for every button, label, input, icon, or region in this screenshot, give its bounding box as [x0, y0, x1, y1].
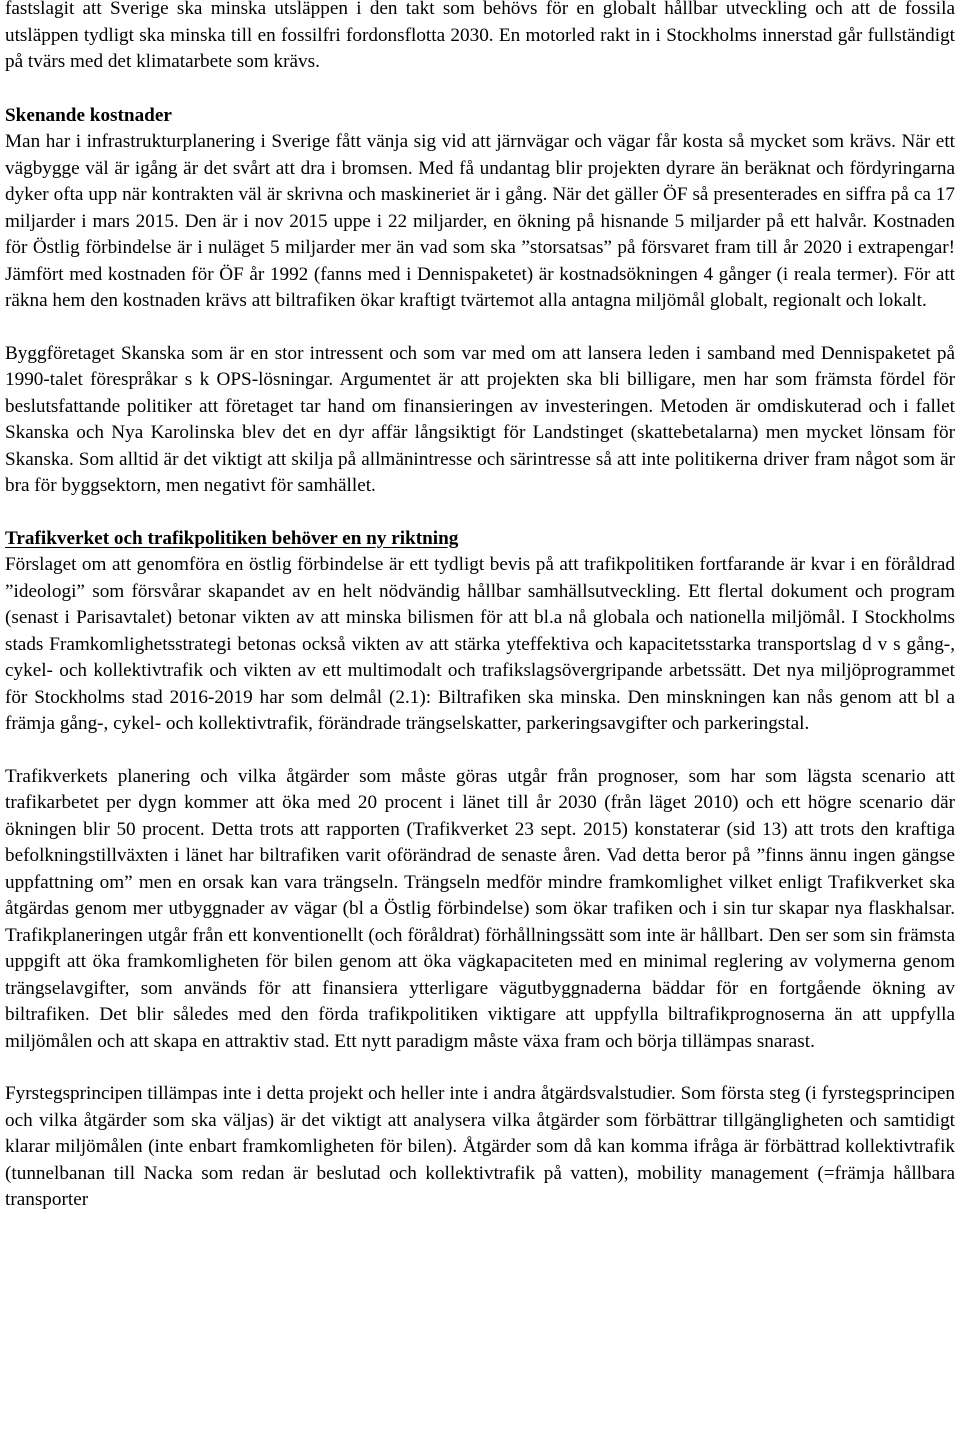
paragraph-skanska: Byggföretaget Skanska som är en stor intressent och som var med om att lansera leden i samband med Dennispaketet på 1990-talet förespråkar s k OPS-lösningar. Argumentet är att projekten ska bli billigare, men har som främsta fördel för beslutsfattande politiker att företaget tar hand om finansieringen av investeringen. Metoden är omdiskuterad och i fallet Skanska och Nya Karolinska blev det en dyr affär långsiktigt för Landstinget (skattebetalarna) men mycket lönsam för Skanska. Som alltid är det viktigt att skilja på allmänintresse och särintresse så att inte politikerna driver fram något som är bra för byggsektorn, men negativt för samhället. — [5, 342, 955, 496]
paragraph-climate-intro: fastslagit att Sverige ska minska utsläppen i den takt som behövs för en globalt hållbar utveckling och att de fossila utsläppen tydligt ska minska till en fossilfri fordonsflotta 2030. En motorled rakt in i Stockholms innerstad går fullständigt på tvärs med det klimatarbete som krävs. — [5, 0, 955, 72]
spacer — [5, 76, 955, 103]
spacer — [5, 315, 955, 341]
heading-trafikverket-riktning: Trafikverket och trafikpolitiken behöver en ny riktning — [5, 527, 459, 549]
document-page — [5, 0, 955, 1214]
spacer — [5, 738, 955, 764]
paragraph-costs: Man har i infrastrukturplanering i Sverige fått vänja sig vid att järnvägar och vägar får kosta så mycket som krävs. När ett vägbygge väl är igång är det svårt att dra i bromsen. Med få undantag blir projekten dyrare än beräknat och fördyringarna dyker ofta upp när kontrakten väl är skrivna och maskineriet är i gång. När det gäller ÖF så presenterades en siffra på ca 17 miljarder i mars 2015. Den är i nov 2015 uppe i 22 miljarder, en ökning på hisnande 5 miljarder på ett halvår. Kostnaden för Östlig förbindelse är i nuläget 5 miljarder mer än vad som ska ”storsatsas” på försvaret fram till år 2020 i extrapengar! Jämfört med kostnaden för ÖF år 1992 (fanns med i Dennispaketet) är kostnadsökningen 4 gånger (i reala termer). För att räkna hem den kostnaden krävs att biltrafiken ökar kraftigt tvärtemot alla antagna miljömål globalt, regionalt och lokalt. — [5, 131, 955, 311]
heading-skenande-kostnader: Skenande kostnader — [5, 104, 172, 126]
paragraph-ostlig-forbindelse: Förslaget om att genomföra en östlig förbindelse är ett tydligt bevis på att trafikpolitiken fortfarande är kvar i en föråldrad ”ideologi” som försvårar skapandet av en helt nödvändig hållbar samhällsutveckling. Ett flertal dokument och program (senast i Parisavtalet) betonar vikten av att minska bilismen för att bl.a nå globala och nationella miljömål. I Stockholms stads Framkomlighetsstrategi betonas också vikten av att stärka yteffektiva och kapacitetsstarka transportslag d v s gång-, cykel- och kollektivtrafik och vikten av ett multimodalt och trafikslagsövergripande arbetssätt. Det nya miljöprogrammet för Stockholms stad 2016-2019 har som delmål (2.1): Biltrafiken ska minska. Den minskningen kan nås genom att bl a främja gång-, cykel- och kollektivtrafik, förändrade trängselskatter, parkeringsavgifter och parkeringstal. — [5, 554, 955, 734]
paragraph-fyrstegsprincipen: Fyrstegsprincipen tillämpas inte i detta projekt och heller inte i andra åtgärdsvalstudier. Som första steg (i fyrstegsprincipen och vilka åtgärder som ska väljas) är det viktigt att analysera vilka åtgärder som förbättrar tillgängligheten och samtidigt klarar miljömålen (inte enbart framkomligheten för bilen). Åtgärder som då kan komma ifråga är förbättrad kollektivtrafik (tunnelbanan till Nacka som redan är beslutad och kollektivtrafik på vatten), mobility management (=främja hållbara transporter — [5, 1083, 955, 1210]
spacer — [5, 500, 955, 526]
paragraph-trafikverket-planering: Trafikverkets planering och vilka åtgärder som måste göras utgår från prognoser, som har som lägsta scenario att trafikarbetet per dygn kommer att öka med 20 procent i länet till år 2030 (från läget 2010) och ett högre scenario där ökningen blir 50 procent. Detta trots att rapporten (Trafikverket 23 sept. 2015) konstaterar (sid 13) att trots den kraftiga befolkningstillväxten i länet har biltrafiken varit oförändrad de senaste åren. Vad detta beror på ”finns ännu ingen gängse uppfattning om” men en orsak kan vara trängseln. Trängseln medför mindre framkomlighet vilket enligt Trafikverket ska åtgärdas genom mer utbyggnader av vägar (bl a Östlig förbindelse) som ökar trafiken och i sin tur skapar nya flaskhalsar. Trafikplaneringen utgår från ett konventionellt (och föråldrat) förhållningssätt som inte är hållbart. Den ser som sin främsta uppgift att öka framkomligheten för bilen genom att öka vägkapaciteten med en minimal reglering av volymerna genom trängselavgifter, som används för att finansiera ytterligare vägutbyggnaderna bäddar för en fortgående ökning av biltrafiken. Det blir således med den förda trafikpolitiken viktigare att uppfylla biltrafikprognoserna än att uppfylla miljömålen och att skapa en attraktiv stad. Ett nytt paradigm måste växa fram och börja tillämpas snarast. — [5, 765, 955, 1052]
spacer — [5, 1055, 955, 1081]
